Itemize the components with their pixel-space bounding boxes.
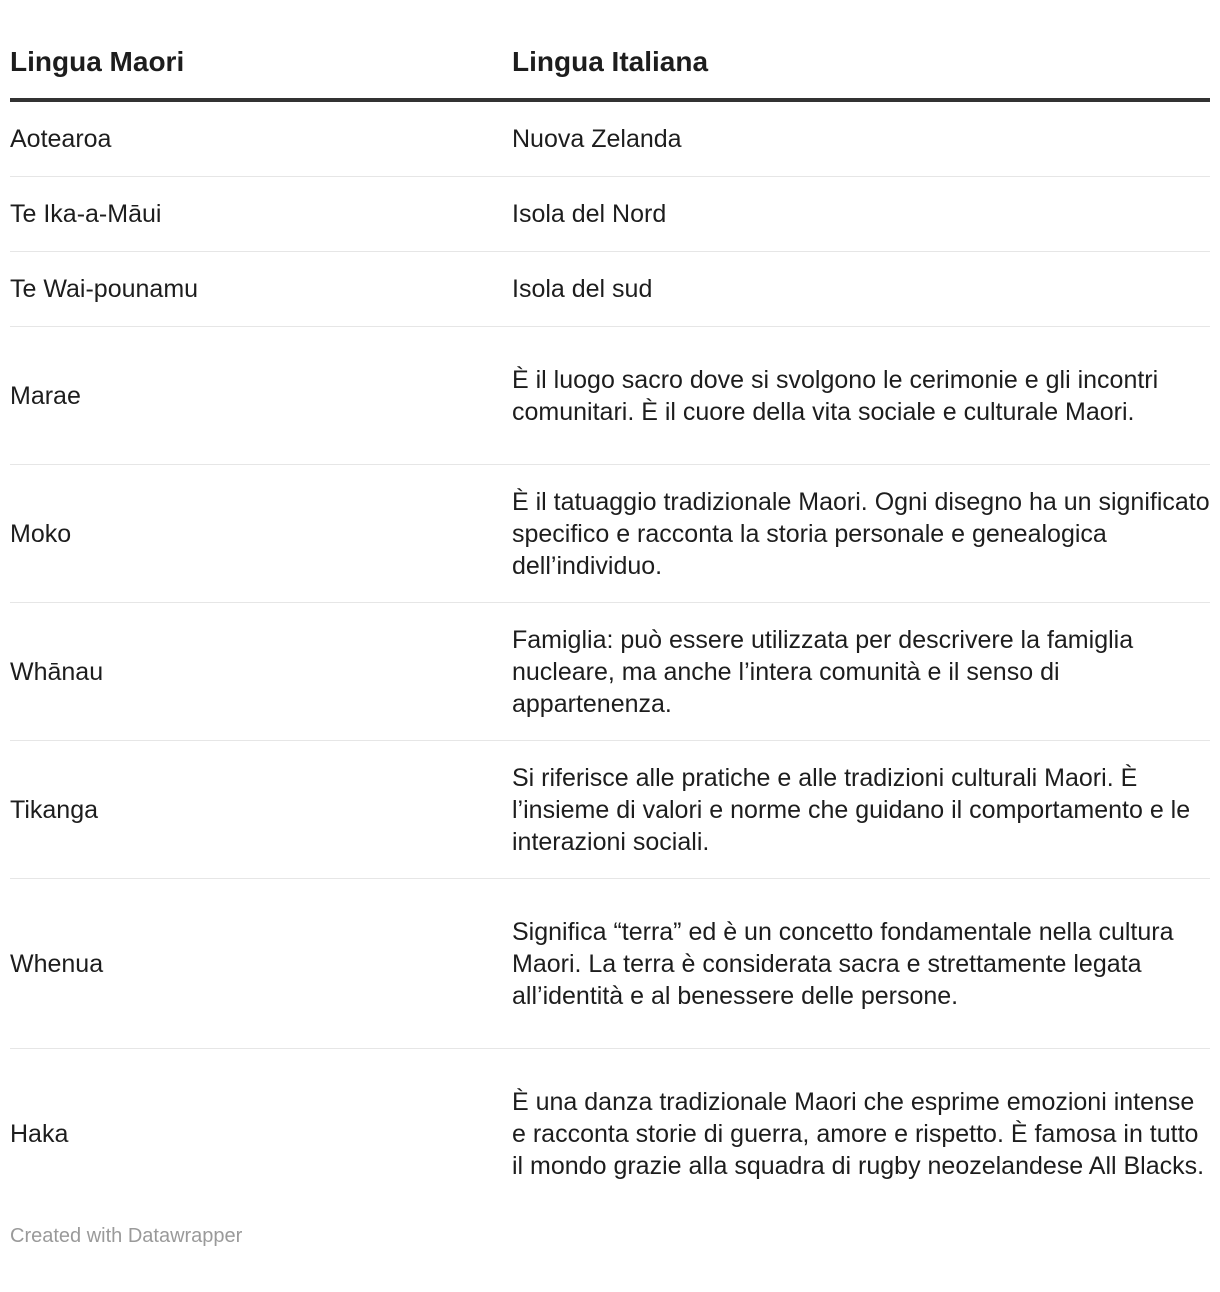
cell-maori: Tikanga — [10, 741, 512, 879]
footer-credit[interactable]: Created with Datawrapper — [10, 1225, 243, 1247]
table-row — [10, 603, 1210, 741]
cell-italiano: Famiglia: può essere utilizzata per descrivere la famiglia nucleare, ma anche l’intera comunità e il senso di appartenenza. — [512, 603, 1210, 741]
cell-italiano: Isola del Nord — [512, 177, 1210, 252]
cell-italiano: Isola del sud — [512, 252, 1210, 327]
cell-italiano: Significa “terra” ed è un concetto fondamentale nella cultura Maori. La terra è considerata sacra e strettamente legata all’identità e al benessere delle persone. — [512, 879, 1210, 1049]
table-row — [10, 879, 1210, 1049]
cell-maori: Haka — [10, 1119, 69, 1148]
cell-maori: Te Wai-pounamu — [10, 252, 512, 327]
cell-italiano: Nuova Zelanda — [512, 100, 1210, 177]
cell-maori: Aotearoa — [10, 100, 512, 177]
table-row — [10, 100, 1210, 177]
cell-maori: Marae — [10, 327, 512, 465]
table-row — [10, 1049, 1210, 1219]
column-header-maori[interactable]: Lingua Maori — [10, 42, 512, 100]
cell-maori: Whānau — [10, 603, 512, 741]
cell-maori: Whenua — [10, 879, 512, 1049]
table-row — [10, 327, 1210, 465]
cell-italiano: Si riferisce alle pratiche e alle tradizioni culturali Maori. È l’insieme di valori e norme che guidano il comportamento e le interazioni sociali. — [512, 741, 1210, 879]
table-row — [10, 177, 1210, 252]
column-header-italiano[interactable]: Lingua Italiana — [512, 42, 1210, 100]
table-row — [10, 465, 1210, 603]
cell-italiano: È il luogo sacro dove si svolgono le cerimonie e gli incontri comunitari. È il cuore della vita sociale e culturale Maori. — [512, 327, 1210, 465]
cell-italiano: È il tatuaggio tradizionale Maori. Ogni disegno ha un significato specifico e racconta la storia personale e genealogica dell’individuo. — [512, 465, 1210, 603]
header-row — [10, 42, 1210, 100]
cell-italiano: È una danza tradizionale Maori che esprime emozioni intense e racconta storie di guerra, amore e rispetto. È famosa in tutto il mondo grazie alla squadra di rugby neozelandese All Blacks. — [512, 1087, 1205, 1180]
vocabulary-table — [10, 42, 1210, 1218]
table-container — [10, 0, 1210, 1247]
cell-maori: Te Ika-a-Māui — [10, 177, 512, 252]
cell-maori: Moko — [10, 465, 512, 603]
table-row — [10, 252, 1210, 327]
table-row — [10, 741, 1210, 879]
